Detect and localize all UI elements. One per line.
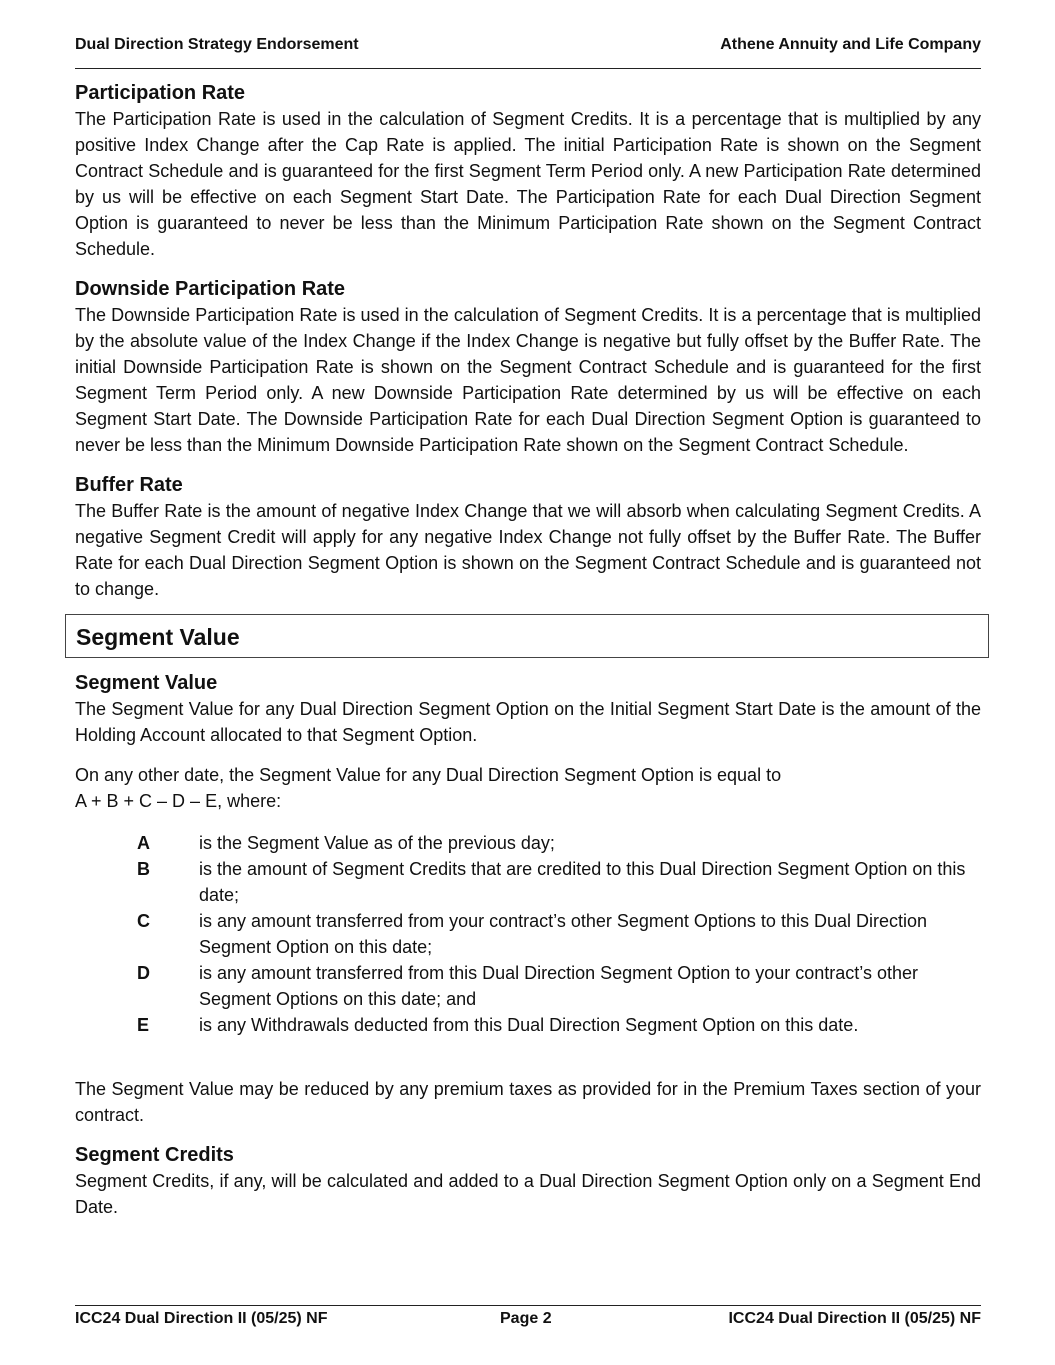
definition-term: A <box>137 833 150 853</box>
premium-tax-note-section <box>75 1076 981 1128</box>
formula-intro: On any other date, the Segment Value for any Dual Direction Segment Option is equal to <box>75 765 782 785</box>
page-header <box>75 36 981 69</box>
segment-credits-heading: Segment Credits <box>75 1144 234 1166</box>
page-footer <box>75 1305 981 1335</box>
definition-term: E <box>137 1015 150 1035</box>
definition-desc: is the Segment Value as of the previous day; <box>199 833 555 853</box>
downside-participation-rate-heading: Downside Participation Rate <box>75 278 346 300</box>
definition-desc: is any Withdrawals deducted from this Dual Direction Segment Option on this date. <box>199 1015 859 1035</box>
definition-row <box>137 908 981 960</box>
header-company-name: Athene Annuity and Life Company <box>720 36 981 53</box>
participation-rate-text: The Participation Rate is used in the calculation of Segment Credits. It is a percentage that is multiplied by any positive Index Change after the Cap Rate is applied. The initial Participation Rate is shown on the Segment Contract Schedule and is guaranteed for the first Segment Term Period only. A new Participation Rate determined by us will be effective on each Segment Start Date. The Participation Rate for each Dual Direction Segment Option is guaranteed to never be less than the Minimum Participation Rate shown on the Segment Contract Schedule. <box>75 109 981 259</box>
downside-participation-rate-section <box>75 276 981 458</box>
definition-term: D <box>137 963 150 983</box>
participation-rate-section <box>75 80 981 262</box>
formula-definitions <box>137 830 981 1038</box>
buffer-rate-heading: Buffer Rate <box>75 474 183 496</box>
header-document-title: Dual Direction Strategy Endorsement <box>75 36 359 53</box>
definition-desc: is the amount of Segment Credits that are credited to this Dual Direction Segment Option on this date; <box>199 859 966 905</box>
segment-credits-section <box>75 1142 981 1220</box>
definition-term: C <box>137 911 150 931</box>
footer-page-number: Page 2 <box>500 1310 552 1327</box>
formula-expression: A + B + C – D – E, where: <box>75 791 282 811</box>
definition-desc: is any amount transferred from your contract’s other Segment Options to this Dual Direction Segment Option on this date; <box>199 911 927 957</box>
segment-credits-text: Segment Credits, if any, will be calculated and added to a Dual Direction Segment Option only on a Segment End Date. <box>75 1171 981 1217</box>
document-body <box>75 80 981 1234</box>
downside-participation-rate-text: The Downside Participation Rate is used in the calculation of Segment Credits. It is a percentage that is multiplied by the absolute value of the Index Change if the Index Change is negative but fully offset by the Buffer Rate. The initial Downside Participation Rate is shown on the Segment Contract Schedule and is guaranteed for the first Segment Term Period only. A new Downside Participation Rate determined by us will be effective on each Segment Start Date. The Downside Participation Rate for each Dual Direction Segment Option is guaranteed to never be less than the Minimum Downside Participation Rate shown on the Segment Contract Schedule. <box>75 305 981 455</box>
definition-term: B <box>137 859 150 879</box>
definition-desc: is any amount transferred from this Dual Direction Segment Option to your contract’s other Segment Options on this date; and <box>199 963 918 1009</box>
segment-value-boxed-heading: Segment Value <box>65 614 989 658</box>
segment-value-formula <box>75 762 981 814</box>
definition-row <box>137 856 981 908</box>
definition-row <box>137 960 981 1012</box>
premium-tax-note: The Segment Value may be reduced by any premium taxes as provided for in the Premium Taxes section of your contract. <box>75 1079 981 1125</box>
segment-value-heading: Segment Value <box>75 672 218 694</box>
definition-row <box>137 830 981 856</box>
buffer-rate-text: The Buffer Rate is the amount of negative Index Change that we will absorb when calculating Segment Credits. A negative Segment Credit will apply for any negative Index Change not fully offset by the Buffer Rate. The Buffer Rate for each Dual Direction Segment Option is shown on the Segment Contract Schedule and is guaranteed not to change. <box>75 501 981 599</box>
definition-row <box>137 1012 981 1038</box>
participation-rate-heading: Participation Rate <box>75 82 246 104</box>
segment-value-text: The Segment Value for any Dual Direction Segment Option on the Initial Segment Start Date is the amount of the Holding Account allocated to that Segment Option. <box>75 699 981 745</box>
footer-form-number-left: ICC24 Dual Direction II (05/25) NF <box>75 1310 328 1327</box>
footer-form-number-right: ICC24 Dual Direction II (05/25) NF <box>728 1310 981 1327</box>
segment-value-section <box>75 670 981 748</box>
buffer-rate-section <box>75 472 981 602</box>
